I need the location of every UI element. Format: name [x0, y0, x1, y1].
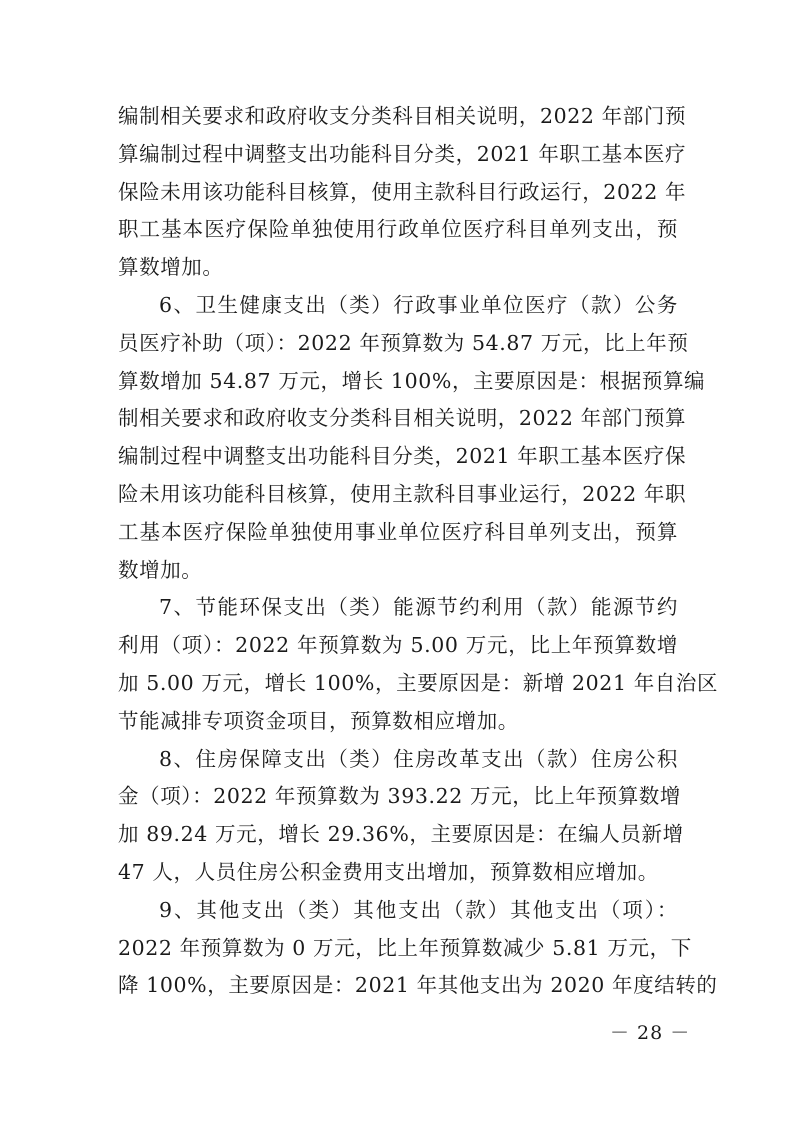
text-line: 6、卫生健康支出（类）行政事业单位医疗（款）公务	[159, 292, 678, 317]
text-line: 数增加。	[118, 557, 203, 582]
page-number: － 28 －	[610, 1022, 691, 1044]
text-line: 职工基本医疗保险单独使用行政单位医疗科目单列支出，预	[118, 217, 678, 242]
text-line: 金（项）：2022 年预算数为 393.22 万元，比上年预算数增	[118, 784, 681, 809]
text-line: 算编制过程中调整支出功能科目分类，2021 年职工基本医疗	[118, 141, 687, 166]
text-line: 编制相关要求和政府收支分类科目相关说明，2022 年部门预	[118, 104, 687, 128]
text-line: 7、节能环保支出（类）能源节约利用（款）能源节约	[159, 595, 678, 620]
text-line: 47 人，人员住房公积金费用支出增加，预算数相应增加。	[118, 859, 659, 884]
text-line: 加 89.24 万元，增长 29.36%，主要原因是：在编人员新增	[118, 822, 684, 847]
text-line: 算数增加。	[118, 255, 224, 280]
text-line: 编制过程中调整支出功能科目分类，2021 年职工基本医疗保	[118, 444, 687, 469]
text-line: 工基本医疗保险单独使用事业单位医疗科目单列支出，预算	[118, 519, 678, 544]
text-line: 9、其他支出（类）其他支出（款）其他支出（项）：	[159, 897, 678, 922]
text-line: 制相关要求和政府收支分类科目相关说明，2022 年部门预算	[118, 406, 687, 431]
text-line: 算数增加 54.87 万元，增长 100%，主要原因是：根据预算编	[118, 368, 706, 393]
text-line: 险未用该功能科目核算，使用主款科目事业运行，2022 年职	[118, 481, 687, 506]
text-line: 8、住房保障支出（类）住房改革支出（款）住房公积	[159, 746, 678, 771]
body-text	[118, 98, 719, 1005]
text-line: 保险未用该功能科目核算，使用主款科目行政运行，2022 年	[118, 179, 687, 204]
text-line: 2022 年预算数为 0 万元，比上年预算数减少 5.81 万元，下	[118, 935, 692, 960]
text-line: 降 100%，主要原因是：2021 年其他支出为 2020 年度结转的	[118, 973, 718, 998]
text-line: 加 5.00 万元，增长 100%，主要原因是：新增 2021 年自治区	[118, 670, 719, 695]
text-line: 节能减排专项资金项目，预算数相应增加。	[118, 708, 519, 733]
text-line: 利用（项）：2022 年预算数为 5.00 万元，比上年预算数增	[118, 633, 678, 658]
text-line: 员医疗补助（项）：2022 年预算数为 54.87 万元，比上年预	[118, 330, 689, 355]
